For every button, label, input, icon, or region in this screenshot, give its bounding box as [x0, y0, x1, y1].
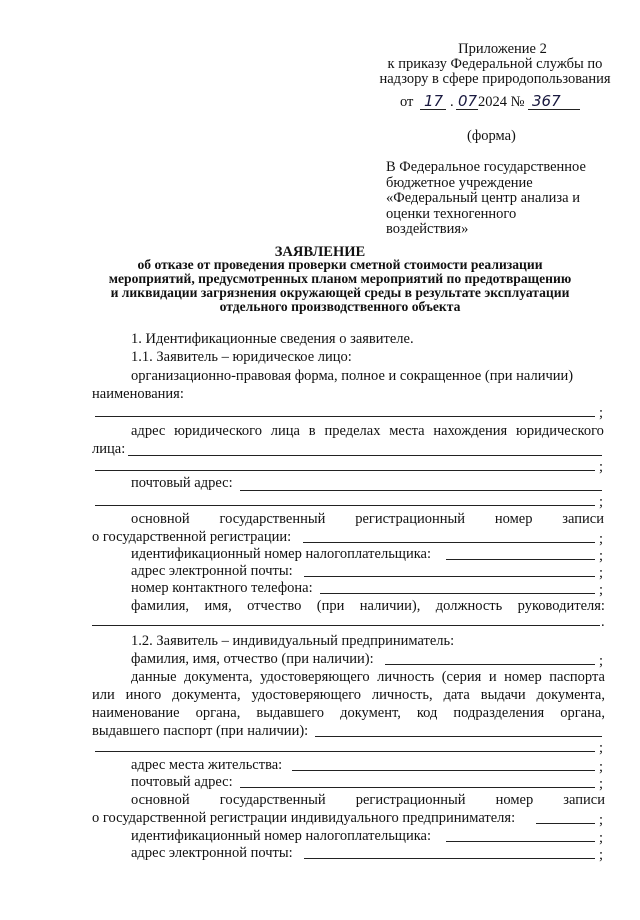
year-number: 2024 №	[478, 94, 525, 110]
semicolon: ;	[599, 830, 604, 846]
label-word: паспорта	[549, 669, 605, 685]
label-word: номер	[494, 511, 533, 527]
residence-field[interactable]	[292, 756, 595, 771]
email-ip-label: адрес электронной почты:	[131, 845, 293, 861]
legal-address-field[interactable]	[128, 441, 602, 456]
label-word: основной	[131, 792, 190, 808]
inn-label: идентификационный номер налогоплательщика:	[131, 546, 432, 562]
semicolon: ;	[599, 582, 604, 598]
addressee-line: бюджетное учреждение	[386, 174, 533, 191]
form-note: (форма)	[467, 128, 516, 144]
postal-address-ip-label: почтовый адрес:	[131, 774, 233, 790]
inn-ip-label: идентификационный номер налогоплательщика:	[131, 828, 432, 844]
label-word: иного	[125, 687, 162, 703]
passport-field-2[interactable]	[95, 737, 595, 752]
org-form-label: организационно-правовая форма, полное и сокращенное (при наличии)	[131, 368, 574, 384]
ogrn-label	[131, 511, 604, 528]
postal-address-field-2[interactable]	[95, 491, 595, 506]
inn-ip-field[interactable]	[446, 827, 595, 842]
label-word: и	[488, 669, 497, 685]
label-word: в	[308, 423, 316, 439]
label-word: записи	[563, 792, 605, 808]
date-separator: .	[450, 94, 454, 110]
label-word: выдачи	[480, 687, 526, 703]
label-word: адрес	[131, 423, 166, 439]
section11-title: 1.1. Заявитель – юридическое лицо:	[131, 349, 352, 365]
label-word: юридического	[174, 423, 262, 439]
semicolon: ;	[599, 494, 604, 510]
passport-label-line	[92, 687, 605, 704]
label-word: документа,	[184, 669, 253, 685]
semicolon: ;	[599, 740, 604, 756]
label-word: отчество	[247, 598, 302, 614]
subtitle-line: мероприятий, предусмотренных планом мероприятий по предотвращению	[108, 271, 572, 286]
addressee-line: воздействия»	[386, 221, 469, 237]
date-prefix: от	[400, 94, 414, 110]
ogrnip-label	[131, 792, 605, 809]
semicolon: ;	[599, 459, 604, 475]
label-word: государственный	[219, 792, 326, 808]
label-word: записи	[562, 511, 604, 527]
label-word: данные	[131, 669, 177, 685]
subtitle-line: и ликвидации загрязнения окружающей среды в результате эксплуатации	[110, 285, 570, 300]
label-word: лица	[270, 423, 300, 439]
postal-address-label: почтовый адрес:	[131, 475, 233, 491]
label-word: код	[416, 705, 438, 721]
semicolon: ;	[599, 776, 604, 792]
phone-field[interactable]	[320, 579, 595, 594]
label-word: личность	[377, 669, 435, 685]
label-word: документа,	[172, 687, 241, 703]
email-ip-field[interactable]	[304, 844, 595, 859]
section1-title: 1. Идентификационные сведения о заявителе.	[131, 331, 414, 347]
handwritten-day: 17	[424, 92, 444, 110]
email-label: адрес электронной почты:	[131, 563, 293, 579]
section12-title: 1.2. Заявитель – индивидуальный предприниматель:	[131, 633, 455, 649]
fio-field[interactable]	[385, 650, 595, 665]
passport-field[interactable]	[315, 722, 602, 737]
label-word: (при	[316, 598, 345, 614]
semicolon: ;	[599, 565, 604, 581]
ogrnip-field[interactable]	[536, 809, 595, 824]
subtitle-line: отдельного производственного объекта	[219, 299, 461, 314]
label-word: документа,	[536, 687, 605, 703]
phone-label: номер контактного телефона:	[131, 580, 313, 596]
subtitle-line: об отказе от проведения проверки сметной стоимости реализации	[137, 257, 543, 272]
document-title: ЗАЯВЛЕНИЕ	[274, 244, 366, 260]
semicolon: ;	[599, 531, 604, 547]
head-field[interactable]	[92, 611, 600, 626]
ogrnip-label-cont: о государственной регистрации индивидуального предпринимателя:	[92, 810, 516, 826]
legal-address-label-cont: лица:	[92, 441, 126, 457]
document-subtitle	[40, 258, 640, 314]
label-word: регистрационный	[355, 511, 466, 527]
label-word: должность	[435, 598, 503, 614]
passport-label-line	[92, 705, 605, 722]
label-word: руководителя:	[517, 598, 605, 614]
label-word: органа,	[195, 705, 241, 721]
ogrn-field[interactable]	[303, 528, 595, 543]
passport-label-last: выдавшего паспорт (при наличии):	[92, 723, 309, 739]
addressee-line: оценки техногенного	[386, 205, 517, 222]
label-word: фамилия,	[131, 598, 190, 614]
semicolon: ;	[599, 759, 604, 775]
label-word: документ,	[340, 705, 401, 721]
label-word: основной	[131, 511, 190, 527]
legal-address-field-2[interactable]	[95, 456, 595, 471]
label-word: (серия	[441, 669, 482, 685]
inn-field[interactable]	[446, 545, 595, 560]
label-word: нахождения	[433, 423, 508, 439]
semicolon: ;	[599, 812, 604, 828]
semicolon: ;	[599, 548, 604, 564]
appendix-title: Приложение 2	[458, 41, 547, 57]
email-field[interactable]	[304, 562, 595, 577]
legal-address-label	[131, 423, 604, 440]
semicolon: ;	[599, 653, 604, 669]
appendix-line-1: к приказу Федеральной службы по	[387, 56, 603, 72]
label-word: пределах	[324, 423, 381, 439]
residence-label: адрес места жительства:	[131, 757, 283, 773]
postal-address-field[interactable]	[240, 476, 602, 491]
label-word: органа,	[560, 705, 605, 721]
ogrn-label-cont: о государственной регистрации:	[92, 529, 292, 545]
org-form-label-cont: наименования:	[92, 386, 184, 402]
appendix-line-2: надзору в сфере природопользования	[379, 71, 611, 87]
semicolon: ;	[599, 847, 604, 863]
org-name-field[interactable]	[95, 402, 595, 417]
period: .	[601, 614, 605, 630]
addressee-line: «Федеральный центр анализа и	[386, 190, 580, 206]
handwritten-month: 07	[458, 92, 478, 110]
passport-label-line	[131, 669, 605, 686]
semicolon: ;	[599, 405, 604, 421]
handwritten-order-number: 367	[532, 92, 561, 110]
label-word: подразделения	[453, 705, 545, 721]
label-word: номер	[504, 669, 542, 685]
postal-address-ip-field[interactable]	[240, 773, 595, 788]
label-word: имя,	[204, 598, 232, 614]
label-word: места	[389, 423, 425, 439]
label-word: юридического	[516, 423, 604, 439]
label-word: регистрационный	[355, 792, 466, 808]
order-date-line	[400, 92, 600, 114]
label-word: удостоверяющего	[260, 669, 370, 685]
label-word: выдавшего	[256, 705, 325, 721]
label-word: дата	[443, 687, 470, 703]
label-word: личность,	[371, 687, 433, 703]
addressee-block	[386, 160, 626, 238]
addressee-line: В Федеральное государственное	[386, 159, 586, 175]
label-word: или	[92, 687, 115, 703]
fio-label: фамилия, имя, отчество (при наличии):	[131, 651, 374, 667]
label-word: государственный	[219, 511, 326, 527]
label-word: наличии),	[359, 598, 421, 614]
label-word: номер	[495, 792, 534, 808]
label-word: наименование	[92, 705, 180, 721]
label-word: удостоверяющего	[251, 687, 362, 703]
